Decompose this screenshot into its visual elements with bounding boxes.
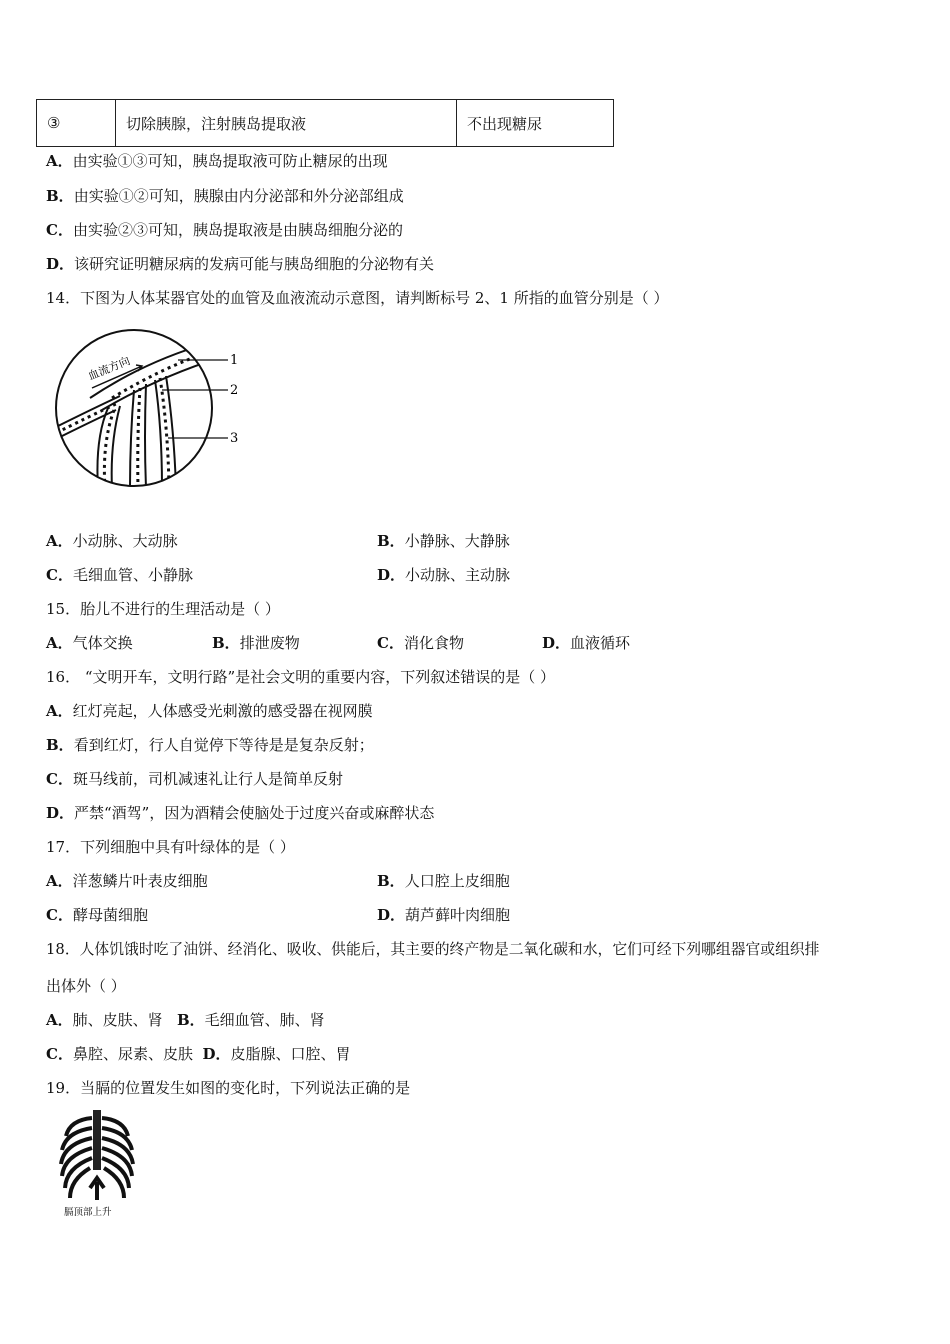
q16-option-a: A．红灯亮起，人体感受光刺激的感受器在视网膜: [46, 702, 373, 720]
ribcage-figure: [56, 1106, 138, 1218]
q16-option-c: C．斑马线前，司机减速礼让行人是简单反射: [46, 770, 343, 788]
q17-option-a: A．洋葱鳞片叶表皮细胞: [46, 872, 208, 890]
q14-option-a: A．小动脉、大动脉: [46, 532, 178, 550]
q16-option-d: D．严禁“酒驾”，因为酒精会使脑处于过度兴奋或麻醉状态: [46, 804, 435, 822]
q13-option-b: B．由实验①②可知，胰腺由内分泌部和外分泌部组成: [46, 187, 404, 205]
q15-option-a: A．气体交换: [46, 634, 133, 652]
q19-stem: 19．当膈的位置发生如图的变化时，下列说法正确的是: [46, 1079, 411, 1097]
label-3: 3: [230, 431, 239, 446]
q17-stem: 17．下列细胞中具有叶绿体的是（ ）: [46, 838, 295, 856]
q17-option-c: C．酵母菌细胞: [46, 906, 148, 924]
label-2: 2: [230, 383, 239, 398]
q14-option-d: D．小动脉、主动脉: [377, 566, 511, 584]
q14-option-b: B．小静脉、大静脉: [377, 532, 510, 550]
figure-circle: [56, 330, 212, 486]
flow-direction-label: 血流方向: [86, 354, 132, 383]
diaphragm-caption: 膈顶部上升: [64, 1207, 112, 1218]
q13-option-a: A．由实验①③可知，胰岛提取液可防止糖尿的出现: [46, 152, 388, 170]
q14-option-c: C．毛细血管、小静脉: [46, 566, 193, 584]
q13-option-d: D．该研究证明糖尿病的发病可能与胰岛细胞的分泌物有关: [46, 255, 435, 273]
up-arrow-icon: [90, 1178, 104, 1200]
sternum: [93, 1110, 101, 1170]
q18-option-row-2: C．鼻腔、尿素、皮肤 D．皮脂腺、口腔、胃: [46, 1045, 351, 1063]
label-1: 1: [230, 353, 239, 368]
table-row: [37, 100, 614, 147]
q15-option-d: D．血液循环: [542, 634, 631, 652]
blood-vessel-figure: [50, 318, 250, 498]
q18-stem-line2: 出体外（ ）: [46, 977, 126, 995]
q18-stem-line1: 18．人体饥饿时吃了油饼、经消化、吸收、供能后，其主要的终产物是二氧化碳和水，它们可经下列哪组器官或组织排: [46, 941, 820, 958]
q18-option-row-1: A．肺、皮肤、肾 B．毛细血管、肺、肾: [46, 1011, 325, 1029]
q16-stem: 16． “文明开车，文明行路”是社会文明的重要内容，下列叙述错误的是（ ）: [46, 668, 555, 686]
q17-option-d: D．葫芦藓叶肉细胞: [377, 906, 511, 924]
table-cell-result: 不出现糖尿: [457, 100, 614, 147]
q15-option-c: C．消化食物: [377, 634, 464, 652]
q14-stem: 14．下图为人体某器官处的血管及血液流动示意图，请判断标号 2、1 所指的血管分别是（ ）: [46, 289, 669, 307]
table-cell-procedure: 切除胰腺，注射胰岛提取液: [116, 100, 457, 147]
q16-option-b: B．看到红灯，行人自觉停下等待是是复杂反射；: [46, 736, 374, 754]
q13-option-c: C．由实验②③可知，胰岛提取液是由胰岛细胞分泌的: [46, 221, 403, 239]
table-cell-number: ③: [37, 100, 116, 147]
experiment-table: [36, 99, 614, 147]
q17-option-b: B．人口腔上皮细胞: [377, 872, 510, 890]
q15-option-b: B．排泄废物: [212, 634, 300, 652]
q15-stem: 15．胎儿不进行的生理活动是（ ）: [46, 600, 280, 618]
